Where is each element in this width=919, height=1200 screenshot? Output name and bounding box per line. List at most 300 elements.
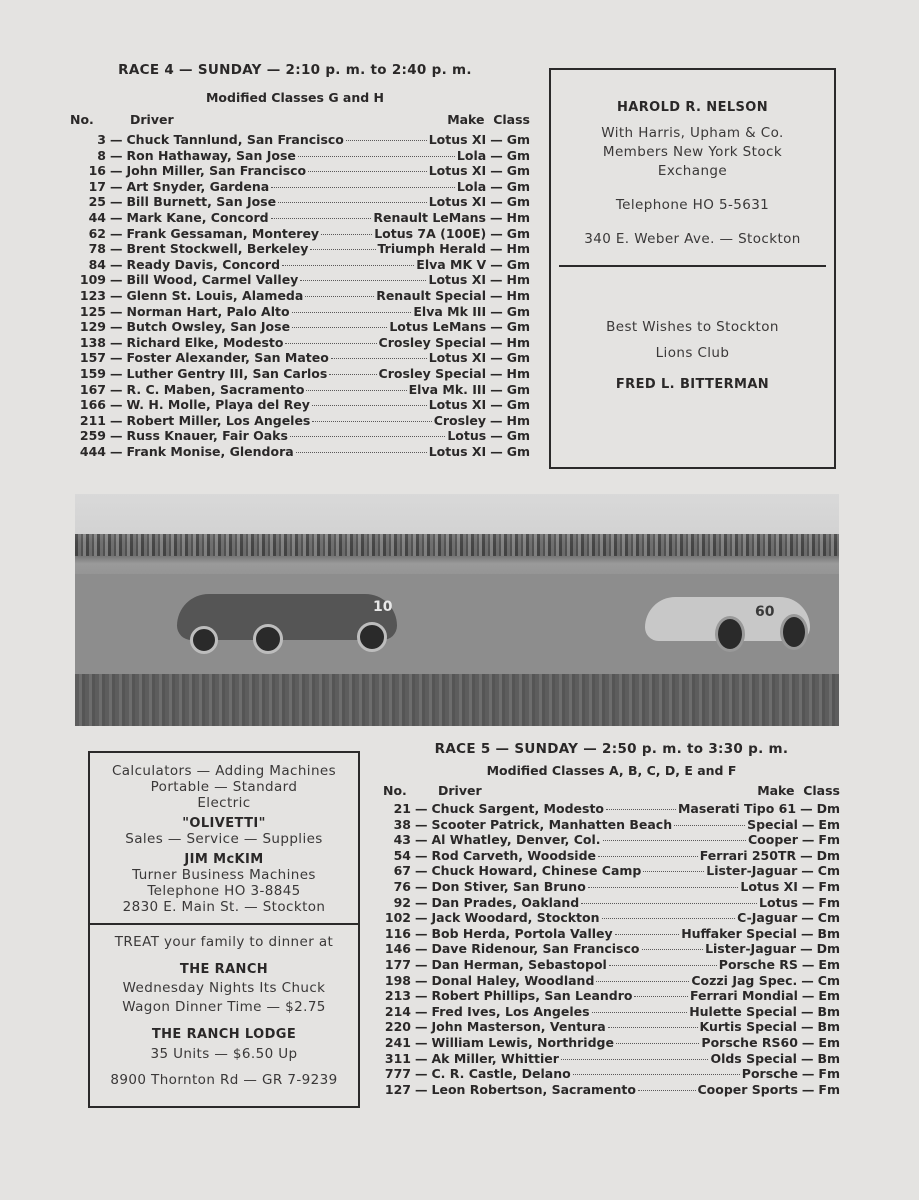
entry-dash: —	[415, 801, 428, 816]
entry-number: 220	[384, 1019, 411, 1035]
entry-row	[70, 148, 530, 164]
entry-number: 17	[88, 178, 106, 194]
entry-number: 109	[79, 272, 106, 288]
entry-leader-dots	[643, 871, 704, 872]
entry-dash: —	[415, 1050, 428, 1066]
entry-number: 159	[79, 365, 106, 381]
entry-class: Cm	[817, 910, 840, 926]
entry-dash: —	[490, 412, 503, 428]
entry-leader-dots	[606, 809, 676, 810]
entry-class: Hm	[506, 412, 530, 428]
race4-subtitle: Modified Classes G and H	[205, 90, 385, 105]
entry-dash: —	[415, 1003, 428, 1019]
entry-dash: —	[110, 381, 123, 397]
entry-driver: Ron Hathaway, San Jose	[126, 147, 296, 163]
ad-ranch-line1: Wednesday Nights Its Chuck	[122, 980, 326, 996]
entry-dash: —	[800, 1003, 814, 1019]
entry-driver: Frank Monise, Glendora	[126, 443, 294, 459]
entry-class: Gm	[506, 350, 530, 366]
entry-make: Cooper	[747, 832, 798, 848]
entry-dash: —	[110, 350, 123, 366]
ad-bitterman-name: FRED L. BITTERMAN	[615, 377, 770, 392]
entry-leader-dots	[296, 452, 427, 453]
entry-leader-dots	[581, 903, 757, 904]
entry-number: 214	[384, 1003, 411, 1019]
entry-number: 92	[393, 894, 411, 910]
entry-driver: Robert Miller, Los Angeles	[126, 412, 311, 428]
entry-dash: —	[801, 1034, 815, 1050]
entry-leader-dots	[271, 218, 372, 219]
entry-row	[383, 1019, 840, 1035]
ad-ranch-line2: Wagon Dinner Time — $2.75	[122, 999, 326, 1015]
entry-number: 116	[384, 925, 411, 941]
entry-dash: —	[800, 801, 813, 816]
entry-leader-dots	[616, 1043, 699, 1044]
ad-ranch-address: 8900 Thornton Rd — GR 7-9239	[110, 1072, 338, 1088]
entry-driver: Rod Carveth, Woodside	[431, 847, 597, 863]
entry-class: Gm	[506, 178, 530, 194]
entry-row	[383, 1035, 840, 1051]
entry-leader-dots	[305, 296, 374, 297]
entry-class: Em	[818, 956, 840, 972]
entry-row	[383, 863, 840, 879]
entry-dash: —	[110, 428, 123, 444]
entry-driver: Jack Woodard, Stockton	[431, 910, 600, 926]
race4-title: RACE 4 — SUNDAY — 2:10 p. m. to 2:40 p. m.	[118, 62, 472, 78]
entry-number: 102	[384, 910, 411, 926]
entry-leader-dots	[292, 327, 387, 328]
entry-dash: —	[415, 988, 428, 1004]
ad-olivetti-line3: Electric	[197, 795, 251, 811]
entry-dash: —	[110, 256, 123, 272]
entry-number: 67	[393, 863, 411, 879]
entry-driver: Donal Haley, Woodland	[431, 972, 595, 988]
entry-leader-dots	[346, 140, 427, 141]
entry-leader-dots	[592, 1012, 688, 1013]
entry-row	[383, 848, 840, 864]
ad-olivetti-services: Sales — Service — Supplies	[125, 831, 323, 847]
car-left-wheel-mid	[253, 624, 283, 654]
entry-leader-dots	[638, 1090, 696, 1091]
entry-dash: —	[490, 397, 503, 413]
entry-leader-dots	[282, 265, 414, 266]
entry-leader-dots	[300, 280, 426, 281]
entry-number: 138	[79, 334, 106, 350]
entry-make: Lotus XI	[428, 272, 486, 288]
entry-dash: —	[110, 365, 123, 381]
entry-dash: —	[800, 941, 813, 957]
entry-dash: —	[490, 178, 503, 194]
entry-number: 54	[393, 847, 411, 863]
entry-driver: R. C. Maben, Sacramento	[126, 381, 305, 397]
entry-driver: Ak Miller, Whittier	[431, 1050, 559, 1066]
entry-class: Em	[818, 988, 840, 1004]
entry-class: Cm	[817, 863, 840, 879]
entry-dash: —	[490, 334, 503, 350]
entry-dash: —	[415, 1034, 428, 1050]
entry-row	[383, 879, 840, 895]
entry-class: Gm	[506, 443, 530, 459]
ad-ranch-name: THE RANCH	[179, 962, 269, 977]
entry-make: Lola	[456, 178, 487, 194]
entry-row	[70, 163, 530, 179]
entry-make: Lotus XI	[428, 194, 487, 210]
entry-row	[383, 801, 840, 817]
ad-divider	[90, 923, 358, 925]
entry-class: Hm	[506, 209, 530, 225]
entry-row	[383, 895, 840, 911]
entry-dash: —	[801, 910, 814, 926]
entry-class: Gm	[506, 194, 530, 210]
entry-dash: —	[490, 287, 503, 303]
entry-dash: —	[415, 941, 428, 957]
entry-make: Lotus 7A (100E)	[374, 225, 487, 241]
entry-leader-dots	[598, 856, 698, 857]
entry-dash: —	[490, 147, 503, 163]
entry-driver: Russ Knauer, Fair Oaks	[126, 428, 288, 444]
entry-number: 211	[79, 412, 106, 428]
entry-class: Dm	[816, 847, 840, 863]
entry-number: 125	[79, 303, 106, 319]
entry-class: Gm	[506, 319, 530, 335]
entry-class: Gm	[506, 256, 530, 272]
entry-class: Hm	[506, 334, 530, 350]
entry-class: Fm	[818, 1066, 840, 1082]
entry-make: Lotus XI	[428, 350, 487, 366]
entry-make: Lister-Jaguar	[706, 863, 798, 879]
entry-class: Hm	[506, 241, 530, 257]
entry-row	[383, 941, 840, 957]
entry-leader-dots	[674, 825, 745, 826]
car-left-wheel-rear	[357, 622, 387, 652]
car-left-wheel-front	[190, 626, 218, 654]
entry-make: Hulette Special	[689, 1003, 797, 1019]
ad-bitterman-line2: Lions Club	[655, 345, 730, 361]
entry-row	[383, 1082, 840, 1098]
entry-make: Lotus LeMans	[389, 319, 487, 335]
ad-box-nelson-bitterman	[549, 68, 836, 469]
entry-driver: Brent Stockwell, Berkeley	[126, 241, 309, 257]
ad-olivetti-brand: "OLIVETTI"	[182, 816, 266, 831]
entry-class: Hm	[506, 365, 530, 381]
car-right-wheel-rear	[780, 614, 808, 650]
entry-make: Kurtis Special	[699, 1019, 797, 1035]
entry-driver: Dan Prades, Oakland	[431, 894, 580, 910]
entry-driver: Richard Elke, Modesto	[126, 334, 284, 350]
entry-class: Dm	[816, 941, 840, 957]
entry-dash: —	[490, 319, 503, 335]
entry-leader-dots	[298, 156, 455, 157]
entry-driver: Frank Gessaman, Monterey	[126, 225, 320, 241]
entry-driver: Dan Herman, Sebastopol	[431, 956, 607, 972]
ad-divider	[559, 265, 826, 267]
entry-driver: Bob Herda, Portola Valley	[431, 925, 613, 941]
ad-nelson-name: HAROLD R. NELSON	[616, 100, 769, 115]
entry-number: 213	[384, 988, 411, 1004]
entry-number: 44	[88, 209, 106, 225]
entry-number: 259	[79, 428, 106, 444]
entry-dash: —	[801, 863, 814, 879]
ad-ranch-units: 35 Units — $6.50 Up	[150, 1046, 298, 1062]
entry-make: Elva MK V	[416, 256, 487, 272]
entry-class: Gm	[506, 225, 530, 241]
entry-leader-dots	[596, 981, 689, 982]
entry-row	[383, 1004, 840, 1020]
ad-nelson-phone: Telephone HO 5-5631	[615, 197, 770, 213]
entry-make: Lotus XI	[428, 397, 487, 413]
entry-number: 167	[79, 381, 106, 397]
entry-dash: —	[415, 956, 428, 972]
entry-class: Hm	[506, 287, 530, 303]
race5-entry-list	[383, 801, 840, 1097]
entry-dash: —	[800, 925, 814, 941]
entry-dash: —	[415, 863, 428, 879]
entry-row	[70, 366, 530, 382]
entry-dash: —	[800, 847, 813, 863]
entry-leader-dots	[312, 421, 431, 422]
entry-make: Porsche RS60	[701, 1034, 798, 1050]
entry-driver: Chuck Sargent, Modesto	[431, 801, 605, 816]
entry-dash: —	[490, 132, 503, 147]
ad-olivetti-phone: Telephone HO 3-8845	[147, 883, 301, 899]
entry-number: 84	[88, 256, 106, 272]
entry-dash: —	[110, 163, 123, 179]
entry-leader-dots	[573, 1074, 740, 1075]
entry-dash: —	[490, 272, 503, 288]
entry-dash: —	[110, 412, 123, 428]
entry-dash: —	[415, 1066, 428, 1082]
entry-make: Lola	[456, 147, 487, 163]
header-driver: Driver	[438, 783, 482, 798]
entry-number: 444	[79, 443, 106, 459]
entry-number: 21	[393, 801, 411, 816]
race5-subtitle: Modified Classes A, B, C, D, E and F	[486, 763, 737, 778]
entry-dash: —	[801, 832, 815, 848]
entry-dash: —	[801, 816, 815, 832]
entry-number: 43	[393, 832, 411, 848]
entry-leader-dots	[290, 436, 445, 437]
entry-number: 3	[97, 132, 106, 147]
entry-dash: —	[110, 272, 123, 288]
entry-leader-dots	[561, 1059, 709, 1060]
entry-dash: —	[490, 163, 503, 179]
entry-dash: —	[415, 878, 428, 894]
entry-make: Triumph Herald	[377, 241, 486, 257]
entry-number: 123	[79, 287, 106, 303]
entry-leader-dots	[278, 202, 427, 203]
entry-dash: —	[110, 397, 123, 413]
entry-class: Gm	[506, 303, 530, 319]
entry-dash: —	[801, 1066, 815, 1082]
entry-dash: —	[800, 1050, 814, 1066]
ad-olivetti-line1: Calculators — Adding Machines	[111, 763, 337, 779]
entry-dash: —	[415, 832, 428, 848]
entry-make: Crosley Special	[378, 365, 486, 381]
header-make-class: Make Class	[757, 783, 840, 798]
entry-row	[383, 973, 840, 989]
entry-make: Renault Special	[376, 287, 486, 303]
entry-make: Crosley Special	[378, 334, 486, 350]
race4-entry-list	[70, 132, 530, 459]
entry-number: 8	[97, 147, 106, 163]
entry-make: Lotus XI	[428, 163, 487, 179]
entry-make: Porsche	[741, 1066, 798, 1082]
entry-driver: Leon Robertson, Sacramento	[431, 1081, 636, 1097]
entry-driver: Scooter Patrick, Manhatten Beach	[431, 816, 673, 832]
entry-dash: —	[490, 303, 503, 319]
entry-leader-dots	[608, 1027, 698, 1028]
entry-class: Dm	[816, 801, 840, 816]
entry-row	[383, 926, 840, 942]
ad-nelson-line1: With Harris, Upham & Co.	[601, 125, 784, 141]
entry-make: Maserati Tipo 61	[677, 801, 797, 816]
entry-row	[70, 288, 530, 304]
header-make-class: Make Class	[447, 112, 530, 127]
entry-dash: —	[415, 816, 428, 832]
ad-ranch-lodge: THE RANCH LODGE	[151, 1027, 297, 1042]
entry-row	[70, 210, 530, 226]
entry-row	[70, 194, 530, 210]
entry-number: 777	[384, 1066, 411, 1082]
entry-driver: Don Stiver, San Bruno	[431, 878, 586, 894]
entry-row	[383, 957, 840, 973]
photo-crowd	[75, 534, 839, 556]
entry-leader-dots	[642, 949, 704, 950]
entry-make: Renault LeMans	[373, 209, 486, 225]
entry-row	[383, 1066, 840, 1082]
entry-class: Em	[818, 1034, 840, 1050]
entry-row	[70, 335, 530, 351]
ad-nelson-address: 340 E. Weber Ave. — Stockton	[584, 231, 801, 247]
race-photo	[75, 494, 839, 726]
entry-dash: —	[110, 132, 123, 147]
entry-dash: —	[415, 1019, 428, 1035]
ad-olivetti-line2: Portable — Standard	[150, 779, 298, 795]
entry-driver: Bill Burnett, San Jose	[126, 194, 277, 210]
entry-driver: Chuck Howard, Chinese Camp	[431, 863, 642, 879]
entry-leader-dots	[329, 374, 376, 375]
ad-nelson-line2: Members New York Stock	[602, 144, 783, 160]
entry-leader-dots	[312, 405, 427, 406]
entry-class: Fm	[818, 1081, 840, 1097]
header-driver: Driver	[130, 112, 174, 127]
entry-dash: —	[415, 894, 428, 910]
entry-leader-dots	[588, 887, 739, 888]
entry-dash: —	[415, 1081, 428, 1097]
entry-number: 129	[79, 319, 106, 335]
entry-driver: W. H. Molle, Playa del Rey	[126, 397, 310, 413]
entry-row	[383, 1051, 840, 1067]
entry-driver: Dave Ridenour, San Francisco	[431, 941, 640, 957]
entry-class: Bm	[817, 1019, 840, 1035]
entry-number: 311	[384, 1050, 411, 1066]
entry-leader-dots	[306, 390, 406, 391]
entry-class: Gm	[506, 147, 530, 163]
entry-driver: John Miller, San Francisco	[126, 163, 307, 179]
entry-driver: Foster Alexander, San Mateo	[126, 350, 329, 366]
entry-dash: —	[801, 894, 815, 910]
entry-dash: —	[490, 241, 503, 257]
entry-number: 146	[384, 941, 411, 957]
entry-make: Ferrari Mondial	[689, 988, 798, 1004]
entry-dash: —	[415, 925, 428, 941]
entry-number: 198	[384, 972, 411, 988]
entry-number: 127	[384, 1081, 411, 1097]
entry-dash: —	[110, 178, 123, 194]
entry-number: 16	[88, 163, 106, 179]
entry-driver: Butch Owsley, San Jose	[126, 319, 291, 335]
entry-driver: Ready Davis, Concord	[126, 256, 281, 272]
entry-make: Elva Mk III	[413, 303, 487, 319]
entry-number: 157	[79, 350, 106, 366]
ad-olivetti-name: JIM McKIM	[184, 852, 264, 867]
race5-section	[383, 741, 840, 1097]
entry-dash: —	[415, 972, 428, 988]
entry-dash: —	[800, 1019, 814, 1035]
race4-column-headers	[70, 112, 530, 130]
entry-driver: Robert Phillips, San Leandro	[431, 988, 633, 1004]
entry-dash: —	[110, 225, 123, 241]
entry-class: Gm	[506, 163, 530, 179]
entry-number: 25	[88, 194, 106, 210]
entry-leader-dots	[634, 996, 687, 997]
entry-row	[383, 988, 840, 1004]
ad-ranch-intro: TREAT your family to dinner at	[114, 934, 334, 950]
header-no: No.	[70, 112, 94, 127]
entry-dash: —	[801, 988, 815, 1004]
entry-make: Porsche RS	[718, 956, 798, 972]
entry-row	[70, 304, 530, 320]
entry-dash: —	[801, 972, 814, 988]
entry-make: Olds Special	[710, 1050, 797, 1066]
entry-leader-dots	[292, 312, 412, 313]
entry-row	[70, 241, 530, 257]
entry-leader-dots	[615, 934, 680, 935]
ad-bitterman-line1: Best Wishes to Stockton	[606, 319, 779, 335]
entry-dash: —	[110, 287, 123, 303]
entry-row	[70, 257, 530, 273]
entry-row	[70, 226, 530, 242]
ad-olivetti-company: Turner Business Machines	[132, 867, 316, 883]
entry-leader-dots	[321, 234, 372, 235]
photo-grass	[75, 674, 839, 726]
entry-row	[383, 817, 840, 833]
entry-make: Huffaker Special	[681, 925, 797, 941]
entry-row	[70, 397, 530, 413]
entry-class: Bm	[817, 1003, 840, 1019]
entry-dash: —	[110, 241, 123, 257]
entry-number: 62	[88, 225, 106, 241]
entry-dash: —	[110, 194, 123, 210]
entry-leader-dots	[609, 965, 717, 966]
entry-dash: —	[490, 381, 503, 397]
entry-leader-dots	[603, 840, 746, 841]
entry-dash: —	[490, 194, 503, 210]
entry-driver: Al Whatley, Denver, Col.	[431, 832, 601, 848]
entry-dash: —	[110, 334, 123, 350]
entry-dash: —	[490, 256, 503, 272]
race5-column-headers	[383, 783, 840, 801]
entry-row	[70, 444, 530, 460]
entry-row	[70, 413, 530, 429]
entry-make: Cooper Sports	[697, 1081, 798, 1097]
entry-driver: William Lewis, Northridge	[431, 1034, 614, 1050]
entry-row	[70, 179, 530, 195]
entry-class: Bm	[817, 1050, 840, 1066]
ad-box-olivetti-ranch	[88, 751, 360, 1108]
entry-driver: Bill Wood, Carmel Valley	[126, 272, 299, 288]
entry-make: Elva Mk. III	[408, 381, 487, 397]
